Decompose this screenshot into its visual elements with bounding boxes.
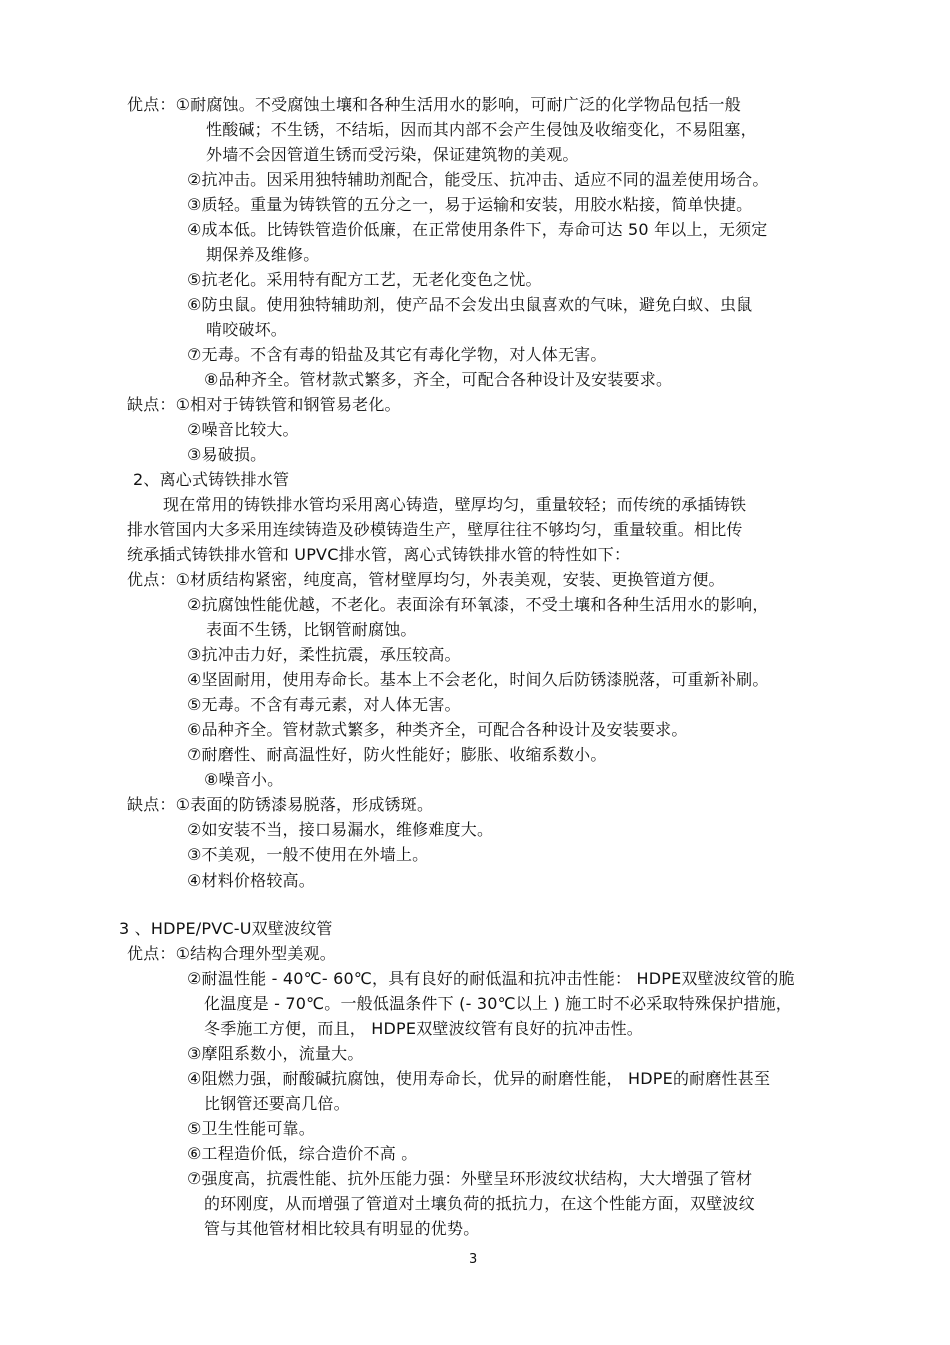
text-line: 的环刚度，从而增强了管道对土壤负荷的抵抗力，在这个性能方面，双壁波纹 <box>204 1194 755 1213</box>
text-line: ③抗冲击力好，柔性抗震，承压较高。 <box>187 645 461 664</box>
text-line: ⑥工程造价低，综合造价不高 。 <box>187 1144 418 1163</box>
text-line: 优点：①耐腐蚀。不受腐蚀土壤和各种生活用水的影响，可耐广泛的化学物品包括一般 <box>127 95 741 114</box>
text-line: ⑤无毒。不含有毒元素，对人体无害。 <box>187 695 461 714</box>
text-line: ⑤抗老化。采用特有配方工艺，无老化变色之忧。 <box>187 270 542 289</box>
text-line: ⑦强度高，抗震性能、抗外压能力强：外壁呈环形波纹状结构，大大增强了管材 <box>187 1169 753 1188</box>
text-line: 管与其他管材相比较具有明显的优势。 <box>204 1219 480 1238</box>
text-line: 表面不生锈，比钢管耐腐蚀。 <box>206 620 417 639</box>
text-line: 优点：①结构合理外型美观。 <box>127 944 336 963</box>
text-line: ②噪音比较大。 <box>187 420 299 439</box>
text-line: ②如安装不当，接口易漏水，维修难度大。 <box>187 820 494 839</box>
text-line: ③易破损。 <box>187 445 267 464</box>
text-line: ⑦无毒。不含有毒的铅盐及其它有毒化学物，对人体无害。 <box>187 345 607 364</box>
text-line: ③不美观，一般不使用在外墙上。 <box>187 845 429 864</box>
text-line: ⑤卫生性能可靠。 <box>187 1119 315 1138</box>
text-line: 啃咬破坏。 <box>206 320 288 339</box>
text-line: 外墙不会因管道生锈而受污染，保证建筑物的美观。 <box>206 145 579 164</box>
section-heading: 3 、HDPE/PVC-U双壁波纹管 <box>119 919 333 938</box>
text-line: ④坚固耐用，使用寿命长。基本上不会老化，时间久后防锈漆脱落，可重新补刷。 <box>187 670 769 689</box>
text-line: 比钢管还要高几倍。 <box>204 1094 350 1113</box>
text-line: 缺点：①相对于铸铁管和钢管易老化。 <box>127 395 401 414</box>
text-line: 性酸碱；不生锈，不结垢，因而其内部不会产生侵蚀及收缩变化，不易阻塞， <box>206 120 757 139</box>
text-line: ③质轻。重量为铸铁管的五分之一，易于运输和安装，用胶水粘接，简单快捷。 <box>187 195 753 214</box>
text-line: 期保养及维修。 <box>206 245 320 264</box>
text-line: 现在常用的铸铁排水管均采用离心铸造，壁厚均匀，重量较轻；而传统的承插铸铁 <box>163 495 747 514</box>
section-heading: 2、离心式铸铁排水管 <box>133 470 290 489</box>
text-line: 化温度是 - 70℃。一般低温条件下 (- 30℃以上 ) 施工时不必采取特殊保护措施， <box>204 994 793 1013</box>
text-line: ②耐温性能 - 40℃- 60℃，具有良好的耐低温和抗冲击性能： HDPE双壁波纹管的脆 <box>187 969 795 988</box>
text-line: 冬季施工方便，而且， HDPE双壁波纹管有良好的抗冲击性。 <box>204 1019 643 1038</box>
text-line: ⑥品种齐全。管材款式繁多，种类齐全，可配合各种设计及安装要求。 <box>187 720 688 739</box>
text-line: 排水管国内大多采用连续铸造及砂模铸造生产，壁厚往往不够均匀，重量较重。相比传 <box>127 520 743 539</box>
text-line: ⑧噪音小。 <box>204 770 284 789</box>
text-line: ⑧品种齐全。管材款式繁多，齐全，可配合各种设计及安装要求。 <box>204 370 673 389</box>
text-line: ⑥防虫鼠。使用独特辅助剂，使产品不会发出虫鼠喜欢的气味，避免白蚁、虫鼠 <box>187 295 753 314</box>
text-line: ②抗冲击。因采用独特辅助剂配合，能受压、抗冲击、适应不同的温差使用场合。 <box>187 170 769 189</box>
text-line: 统承插式铸铁排水管和 UPVC排水管，离心式铸铁排水管的特性如下： <box>127 545 631 564</box>
text-line: ③摩阻系数小，流量大。 <box>187 1044 364 1063</box>
text-line: ④材料价格较高。 <box>187 871 315 890</box>
text-line: ④成本低。比铸铁管造价低廉，在正常使用条件下，寿命可达 50 年以上，无须定 <box>187 220 768 239</box>
page-number: 3 <box>469 1252 478 1267</box>
text-line: 优点：①材质结构紧密，纯度高，管材壁厚均匀，外表美观，安装、更换管道方便。 <box>127 570 725 589</box>
text-line: ⑦耐磨性、耐高温性好，防火性能好；膨胀、收缩系数小。 <box>187 745 607 764</box>
text-line: 缺点：①表面的防锈漆易脱落，形成锈斑。 <box>127 795 434 814</box>
text-line: ②抗腐蚀性能优越，不老化。表面涂有环氧漆，不受土壤和各种生活用水的影响， <box>187 595 769 614</box>
text-line: ④阻燃力强，耐酸碱抗腐蚀，使用寿命长，优异的耐磨性能， HDPE的耐磨性甚至 <box>187 1069 771 1088</box>
